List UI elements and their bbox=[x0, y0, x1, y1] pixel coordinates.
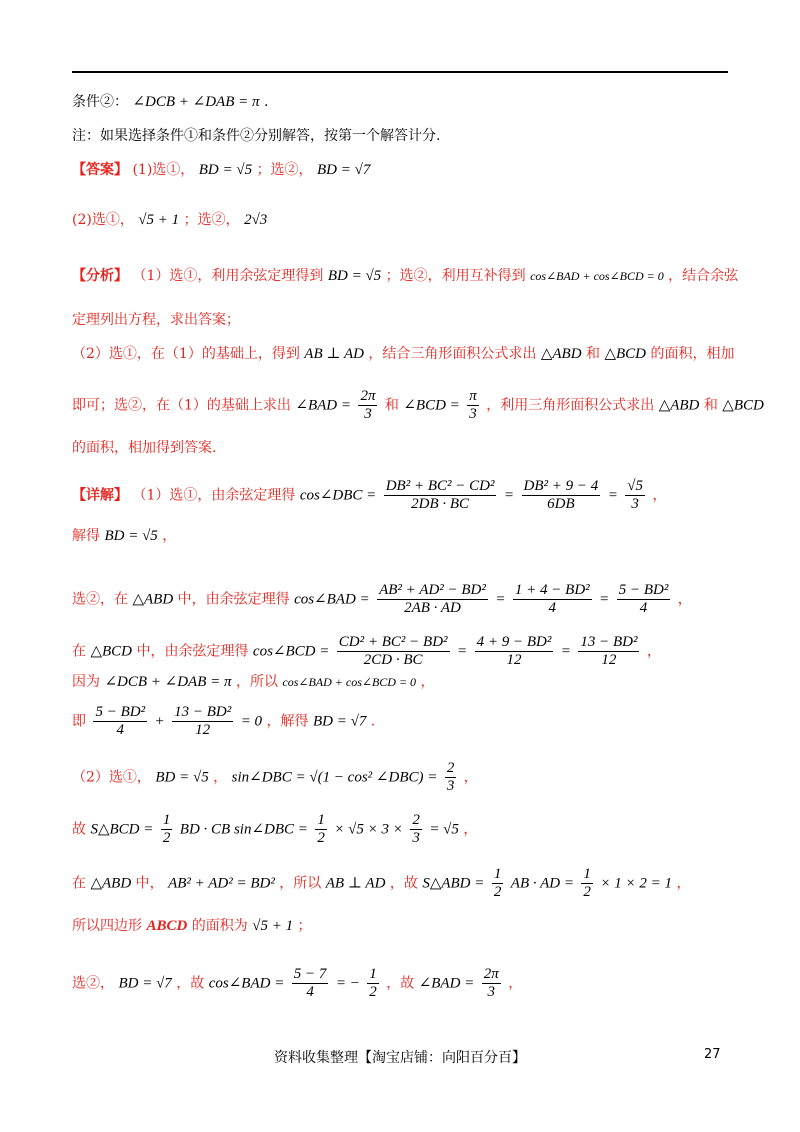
text: （1）选①，由余弦定理得 bbox=[132, 487, 296, 504]
fraction bbox=[377, 582, 488, 617]
punct: . bbox=[263, 94, 269, 110]
denominator: 6DB bbox=[547, 496, 575, 512]
fraction bbox=[292, 966, 329, 1001]
text: 的面积为 bbox=[191, 918, 248, 934]
equals: = bbox=[457, 643, 468, 660]
denominator: 3 bbox=[364, 406, 372, 422]
numerator: 5 − BD² bbox=[618, 582, 669, 598]
formula: cos∠BAD = bbox=[294, 591, 370, 608]
punct: ； bbox=[297, 918, 312, 934]
text: 定理列出方程，求出答案； bbox=[72, 312, 240, 328]
formula: BD = √7 bbox=[317, 162, 371, 178]
page-number: 27 bbox=[704, 1047, 721, 1062]
text: ，所以 bbox=[235, 674, 278, 690]
text: 所以四边形 bbox=[72, 918, 142, 934]
equals: = bbox=[560, 643, 571, 660]
analysis-line-1 bbox=[72, 266, 738, 286]
equals: = bbox=[495, 591, 506, 608]
formula: BD = √7 bbox=[312, 713, 367, 730]
text: 中，由余弦定理得 bbox=[177, 591, 290, 608]
detail-line-6 bbox=[72, 704, 375, 739]
text: （2）选①，在（1）的基础上，得到 bbox=[72, 346, 300, 362]
formula: △BCD bbox=[604, 346, 646, 362]
analysis-line-3 bbox=[72, 344, 734, 364]
detail-line-3 bbox=[72, 582, 692, 617]
punct: ， bbox=[676, 875, 691, 892]
formula: BD = √5 bbox=[104, 528, 158, 544]
detail-line-9 bbox=[72, 866, 690, 901]
text: ；选②， bbox=[256, 162, 313, 178]
formula: △BCD bbox=[722, 397, 764, 414]
answer-line-2 bbox=[72, 210, 267, 230]
answer-line-1 bbox=[72, 160, 370, 180]
numerator: DB² + 9 − 4 bbox=[523, 478, 599, 494]
formula: √5 + 1 bbox=[138, 212, 180, 228]
punct: ， bbox=[420, 674, 435, 690]
fraction bbox=[161, 812, 173, 847]
numerator: 1 bbox=[369, 966, 377, 982]
text: (2)选①， bbox=[72, 212, 134, 228]
formula: sin∠DBC = √(1 − cos² ∠DBC) = bbox=[231, 769, 438, 786]
fraction bbox=[522, 478, 601, 513]
text: 选②， bbox=[72, 975, 114, 992]
note-line bbox=[72, 126, 440, 146]
text: ， bbox=[213, 769, 228, 786]
formula: 2√3 bbox=[244, 212, 268, 228]
formula: △ABD bbox=[132, 591, 174, 608]
formula: ∠BAD = bbox=[418, 975, 475, 992]
detail-line-2 bbox=[72, 526, 176, 546]
text: （2）选①， bbox=[72, 769, 151, 786]
text: ，利用三角形面积公式求出 bbox=[486, 397, 655, 414]
text: 中， bbox=[135, 875, 164, 892]
denominator: 2DB · BC bbox=[411, 496, 470, 512]
analysis-line-2 bbox=[72, 310, 240, 330]
text: ；选②，利用互补得到 bbox=[385, 268, 526, 284]
fraction bbox=[337, 634, 450, 669]
denominator: 4 bbox=[116, 722, 125, 738]
denominator: 12 bbox=[601, 652, 617, 668]
text: 的面积，相加得到答案. bbox=[72, 440, 217, 456]
numerator: 5 − BD² bbox=[95, 704, 146, 720]
text: 在 bbox=[72, 643, 86, 660]
detail-line-8 bbox=[72, 812, 477, 847]
numerator: 1 bbox=[162, 812, 171, 828]
detail-line-4 bbox=[72, 634, 661, 669]
numerator: 1 bbox=[317, 812, 325, 828]
formula: × √5 × 3 × bbox=[334, 821, 403, 838]
numerator: 1 + 4 − BD² bbox=[514, 582, 590, 598]
denominator: 2CD · BC bbox=[363, 652, 423, 668]
denominator: 12 bbox=[506, 652, 522, 668]
fraction bbox=[467, 388, 479, 423]
page-footer: 资料收集整理【淘宝店铺：向阳百分百】 bbox=[274, 1050, 526, 1066]
answer-tag: 【答案】 bbox=[72, 162, 128, 178]
formula: cos∠BAD + cos∠BCD = 0 bbox=[282, 675, 417, 689]
formula: × 1 × 2 = 1 bbox=[600, 875, 672, 892]
formula: △ABD bbox=[540, 346, 582, 362]
analysis-tag: 【分析】 bbox=[72, 268, 128, 284]
formula: cos∠DBC = bbox=[299, 487, 377, 504]
numerator: π bbox=[469, 388, 477, 404]
text: ，结合余弦 bbox=[668, 268, 739, 284]
punct: ， bbox=[652, 487, 667, 504]
fraction bbox=[492, 866, 504, 901]
detail-line-10 bbox=[72, 916, 312, 936]
plus: + bbox=[154, 713, 165, 730]
denominator: 3 bbox=[631, 496, 639, 512]
fraction bbox=[475, 634, 554, 669]
text: ，故 bbox=[176, 975, 205, 992]
numerator: 13 − BD² bbox=[174, 704, 232, 720]
numerator: 2 bbox=[412, 812, 420, 828]
fraction bbox=[578, 634, 639, 669]
text: ；选②， bbox=[183, 212, 240, 228]
text: ，故 bbox=[389, 875, 418, 892]
text: （1）选①，利用余弦定理得到 bbox=[132, 268, 324, 284]
formula: ABCD bbox=[146, 918, 188, 934]
fraction bbox=[358, 388, 377, 423]
fraction bbox=[581, 866, 593, 901]
formula: BD = √5 bbox=[155, 769, 209, 786]
denominator: 3 bbox=[469, 406, 477, 422]
text: 和 bbox=[384, 397, 399, 414]
denominator: 12 bbox=[195, 722, 211, 738]
fraction bbox=[367, 966, 379, 1001]
formula: BD = √5 bbox=[198, 162, 253, 178]
equals: = bbox=[607, 487, 618, 504]
numerator: AB² + AD² − BD² bbox=[379, 582, 486, 598]
text: ，故 bbox=[386, 975, 415, 992]
denominator: 3 bbox=[446, 778, 455, 794]
equals: = bbox=[599, 591, 610, 608]
formula: △BCD bbox=[90, 643, 132, 660]
fraction bbox=[93, 704, 147, 739]
numerator: 2π bbox=[483, 966, 499, 982]
note-text: 注：如果选择条件①和条件②分别解答，按第一个解答计分. bbox=[72, 128, 441, 144]
formula: ∠BAD = bbox=[295, 397, 351, 414]
formula: ∠DCB + ∠DAB = π bbox=[104, 674, 232, 690]
detail-tag: 【详解】 bbox=[72, 487, 128, 504]
text: 中，由余弦定理得 bbox=[136, 643, 249, 660]
detail-line-11 bbox=[72, 966, 522, 1001]
text: 和 bbox=[703, 397, 718, 414]
numerator: 4 + 9 − BD² bbox=[476, 634, 552, 650]
formula: AB ⊥ AD bbox=[304, 346, 364, 362]
equals: = 0 bbox=[240, 713, 263, 730]
punct: ， bbox=[162, 528, 177, 544]
denominator: 2AB · AD bbox=[404, 600, 461, 616]
formula: S△ABD = bbox=[422, 875, 485, 892]
text: 的面积，相加 bbox=[650, 346, 735, 362]
formula: BD · CB sin∠DBC = bbox=[179, 821, 308, 838]
denominator: 3 bbox=[487, 984, 496, 1000]
formula: AB² + AD² = BD² bbox=[168, 875, 275, 892]
numerator: CD² + BC² − BD² bbox=[338, 634, 448, 650]
denominator: 2 bbox=[162, 830, 171, 846]
numerator: DB² + BC² − CD² bbox=[385, 478, 495, 494]
denominator: 4 bbox=[639, 600, 648, 616]
fraction bbox=[445, 760, 457, 795]
text: (1)选①， bbox=[132, 162, 195, 178]
formula: cos∠BAD = bbox=[208, 975, 285, 992]
denominator: 4 bbox=[306, 984, 314, 1000]
text: ，结合三角形面积公式求出 bbox=[368, 346, 537, 362]
text: 即 bbox=[72, 713, 86, 730]
formula: BD = √7 bbox=[118, 975, 172, 992]
formula: ∠BCD = bbox=[403, 397, 460, 414]
formula: S△BCD = bbox=[90, 821, 154, 838]
punct: ， bbox=[508, 975, 523, 992]
denominator: 3 bbox=[412, 830, 420, 846]
numerator: 1 bbox=[493, 866, 502, 882]
text: 即可；选②，在（1）的基础上求出 bbox=[72, 397, 291, 414]
denominator: 2 bbox=[493, 884, 502, 900]
fraction bbox=[384, 478, 497, 513]
formula: = √5 bbox=[429, 821, 459, 838]
punct: . bbox=[370, 713, 376, 730]
numerator: 13 − BD² bbox=[580, 634, 638, 650]
fraction bbox=[172, 704, 233, 739]
condition-2-line bbox=[72, 92, 268, 112]
formula: cos∠BAD + cos∠BCD = 0 bbox=[530, 269, 664, 283]
text: 和 bbox=[586, 346, 600, 362]
text: 选②，在 bbox=[72, 591, 128, 608]
formula: cos∠BCD = bbox=[252, 643, 330, 660]
formula: AB ⊥ AD bbox=[325, 875, 386, 892]
numerator: 2 bbox=[446, 760, 455, 776]
condition-formula: ∠DCB + ∠DAB = π bbox=[132, 94, 260, 110]
fraction bbox=[410, 812, 422, 847]
numerator: 1 bbox=[583, 866, 591, 882]
text: ，解得 bbox=[266, 713, 309, 730]
header-rule bbox=[72, 71, 728, 73]
formula: BD = √5 bbox=[327, 268, 382, 284]
formula: △ABD bbox=[658, 397, 700, 414]
punct: ， bbox=[677, 591, 692, 608]
denominator: 2 bbox=[583, 884, 591, 900]
detail-line-5 bbox=[72, 672, 435, 692]
denominator: 4 bbox=[548, 600, 557, 616]
punct: ， bbox=[463, 769, 478, 786]
analysis-line-5 bbox=[72, 438, 216, 458]
punct: ， bbox=[646, 643, 661, 660]
text: 解得 bbox=[72, 528, 100, 544]
fraction bbox=[482, 966, 501, 1001]
condition-label: 条件②： bbox=[72, 94, 128, 110]
fraction bbox=[513, 582, 592, 617]
denominator: 2 bbox=[317, 830, 325, 846]
numerator: 5 − 7 bbox=[293, 966, 327, 982]
detail-line-7 bbox=[72, 760, 478, 795]
text: 因为 bbox=[72, 674, 100, 690]
detail-line-1 bbox=[72, 478, 666, 513]
numerator: √5 bbox=[627, 478, 644, 494]
formula: = − bbox=[335, 975, 360, 992]
formula: √5 + 1 bbox=[252, 918, 294, 934]
fraction bbox=[617, 582, 671, 617]
formula: △ABD bbox=[90, 875, 132, 892]
fraction bbox=[315, 812, 327, 847]
analysis-line-4 bbox=[72, 388, 764, 423]
text: ，所以 bbox=[279, 875, 322, 892]
equals: = bbox=[503, 487, 515, 504]
numerator: 2π bbox=[360, 388, 376, 404]
text: 故 bbox=[72, 821, 86, 838]
denominator: 2 bbox=[369, 984, 377, 1000]
fraction bbox=[625, 478, 645, 513]
formula: AB · AD = bbox=[510, 875, 574, 892]
text: 在 bbox=[72, 875, 86, 892]
punct: ， bbox=[463, 821, 478, 838]
